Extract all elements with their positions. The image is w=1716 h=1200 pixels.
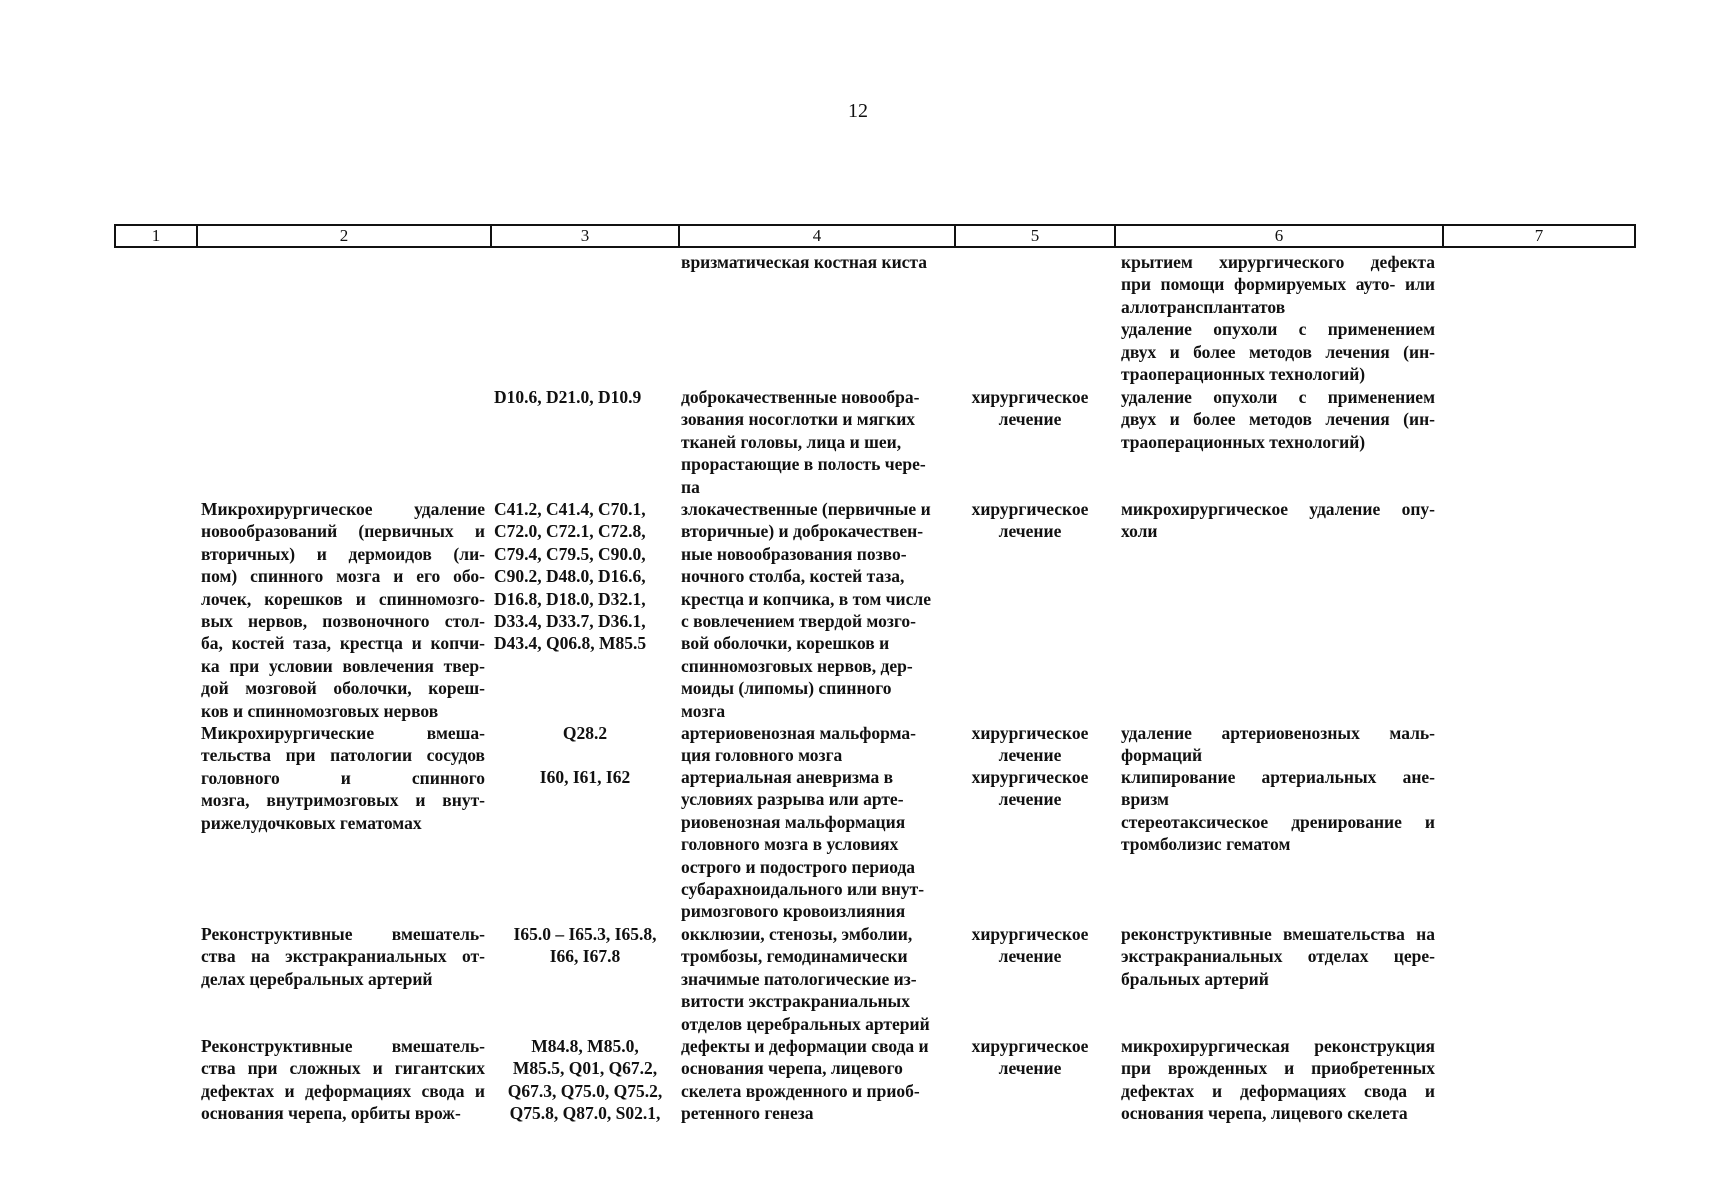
cell-text-c5 [955,923,1105,968]
text-line: злокачественные (первичные и [681,499,931,519]
cell-text-c4 [681,386,951,498]
cell-text-c5 [955,386,1105,431]
text-line: траоперационных технологий) [1121,364,1366,385]
text-line: ства при сложных и гигантских [201,1058,485,1079]
text-line: дефектах и деформациях свода и [201,1080,485,1101]
text-line: Q28.2 [562,723,608,743]
column-number: 5 [955,225,1115,247]
text-line: хирургическое [971,1036,1089,1056]
text-line: ков и спинномозговых нервов [201,700,439,721]
cell-text-c3 [494,1035,676,1125]
text-line: вторичных) и дермоидов (ли- [201,543,485,564]
text-line: лечение [998,789,1062,810]
text-line: лечение [998,946,1062,967]
text-line: D16.8, D18.0, D32.1, [494,588,646,609]
text-line: ретенного генеза [681,1103,814,1124]
text-line: основания черепа, лицевого [681,1058,903,1079]
text-line: спинномозговых нервов, дер- [681,655,913,676]
text-line: I65.0 – I65.3, I65.8, [513,924,657,944]
text-line: риовенозная мальформация [681,811,906,832]
text-line: лочек, корешков и спинномозго- [201,588,485,609]
text-line: острого и подострого периода [681,856,916,877]
cell-text-c4 [681,722,951,767]
text-line: вых нервов, позвоночного стол- [201,611,485,632]
cell-text-c2 [201,498,485,722]
cell-text-c6 [1121,251,1435,385]
text-line: I66, I67.8 [549,946,621,967]
text-line: крытием хирургического дефекта [1121,252,1435,272]
text-line: ция головного мозга [681,745,843,766]
text-line: новообразований (первичных и [201,521,485,542]
text-line: удаление опухоли с применением [1121,319,1435,340]
cell-text-c4 [681,498,951,722]
text-line: окклюзии, стенозы, эмболии, [681,924,913,944]
text-line: дефекты и деформации свода и [681,1036,929,1056]
text-line: D43.4, Q06.8, M85.5 [494,633,647,654]
text-line: пом) спинного мозга и его обо- [201,566,485,587]
cell-text-c3 [494,722,676,744]
text-line: C90.2, D48.0, D16.6, [494,566,646,587]
text-line: экстракраниальных отделах цере- [1121,946,1435,967]
text-line: хирургическое [971,767,1089,787]
cell-text-c6 [1121,923,1435,990]
text-line: тканей головы, лица и шеи, [681,431,902,452]
cell-text-c6 [1121,766,1435,856]
text-line: мозга [681,700,726,721]
text-line: лечение [998,409,1062,430]
text-line: клипирование артериальных ане- [1121,767,1435,787]
text-line: мозга, внутримозговых и внут- [201,790,485,811]
text-line: дой мозговой оболочки, кореш- [201,678,485,699]
column-number: 6 [1115,225,1443,247]
text-line: C79.4, C79.5, C90.0, [494,543,646,564]
text-line: моиды (липомы) спинного [681,678,892,699]
text-line: Микрохирургическое удаление [201,499,485,519]
text-line: ба, костей таза, крестца и копчи- [201,633,485,654]
text-line: ночного столба, костей таза, [681,566,905,587]
text-line: при врожденных и приобретенных [1121,1058,1435,1079]
text-line: тромболизис гематом [1121,834,1291,855]
text-line: микрохирургическая реконструкция [1121,1036,1435,1056]
text-line: зования носоглотки и мягких [681,409,916,430]
text-line: C41.2, C41.4, C70.1, [494,499,646,519]
column-number: 3 [491,225,679,247]
text-line: Q75.8, Q87.0, S02.1, [509,1103,661,1124]
text-line: удаление артериовенозных маль- [1121,723,1435,743]
text-line: холи [1121,521,1158,542]
text-line: D10.6, D21.0, D10.9 [494,387,642,407]
text-line: витости экстракраниальных [681,991,910,1012]
cell-text-c2 [201,923,485,990]
text-line: дефектах и деформациях свода и [1121,1080,1435,1101]
text-line: при помощи формируемых ауто- или [1121,274,1435,295]
text-line: лечение [998,521,1062,542]
text-line: хирургическое [971,924,1089,944]
cell-text-c3 [494,386,676,408]
text-line: хирургическое [971,499,1089,519]
text-line: вой оболочки, корешков и [681,633,890,654]
text-line: артериальная аневризма в [681,767,894,787]
cell-text-c4 [681,1035,951,1125]
text-line: с вовлечением твердой мозго- [681,611,916,632]
text-line: вризм [1121,789,1169,810]
text-line: двух и более методов лечения (ин- [1121,341,1435,362]
text-line: па [681,476,700,497]
cell-text-c5 [955,766,1105,811]
text-line: микрохирургическое удаление опу- [1121,499,1435,519]
text-line: реконструктивные вмешательства на [1121,924,1435,944]
text-line: условиях разрыва или арте- [681,789,904,810]
column-number: 1 [115,225,197,247]
text-line: M84.8, M85.0, [531,1036,639,1056]
text-line: стереотаксическое дренирование и [1121,811,1435,832]
text-line: C72.0, C72.1, C72.8, [494,521,646,542]
cell-text-c6 [1121,722,1435,767]
text-line: скелета врожденного и приоб- [681,1080,920,1101]
text-line: траоперационных технологий) [1121,431,1366,452]
text-line: M85.5, Q01, Q67.2, [512,1058,658,1079]
text-line: ка при условии вовлечения твер- [201,655,485,676]
text-line: вторичные) и доброкачествен- [681,521,924,542]
text-line: тромбозы, гемодинамически [681,946,908,967]
text-line: двух и более методов лечения (ин- [1121,409,1435,430]
text-line: формаций [1121,745,1203,766]
cell-text-c3 [494,923,676,968]
text-line: крестца и копчика, в том числе [681,588,931,609]
text-line: основания черепа, орбиты врож- [201,1103,461,1124]
text-line: рижелудочковых гематомах [201,812,422,833]
cell-text-c4 [681,923,951,1035]
column-number-header [114,224,1636,248]
text-line: Микрохирургические вмеша- [201,723,485,743]
text-line: артериовенозная мальформа- [681,723,916,743]
text-line: тельства при патологии сосудов [201,745,485,766]
cell-text-c4 [681,766,951,923]
text-line: лечение [998,745,1062,766]
column-number: 4 [679,225,955,247]
text-line: ства на экстракраниальных от- [201,946,485,967]
cell-text-c2 [201,1035,485,1125]
column-number: 2 [197,225,491,247]
text-line: головного мозга в условиях [681,834,899,855]
text-line: головного и спинного [201,767,485,788]
cell-text-c6 [1121,386,1435,453]
text-line: ные новообразования позво- [681,543,907,564]
text-line: основания черепа, лицевого скелета [1121,1103,1408,1124]
text-line: I60, I61, I62 [539,767,631,787]
text-line: прорастающие в полость чере- [681,454,926,475]
text-line: римозгового кровоизлияния [681,901,906,922]
cell-text-c3 [494,766,676,788]
cell-text-c6 [1121,498,1435,543]
text-line: удаление опухоли с применением [1121,387,1435,407]
text-line: хирургическое [971,723,1089,743]
text-line: Реконструктивные вмешатель- [201,924,485,944]
cell-text-c6 [1121,1035,1435,1125]
cell-text-c5 [955,498,1105,543]
cell-text-c3 [494,498,676,655]
text-line: D33.4, D33.7, D36.1, [494,611,646,632]
text-line: значимые патологические из- [681,968,917,989]
cell-text-c5 [955,1035,1105,1080]
cell-text-c5 [955,722,1105,767]
text-line: делах церебральных артерий [201,968,433,989]
cell-text-c2 [201,722,485,834]
text-line: аллотрансплантатов [1121,296,1286,317]
cell-text-c4 [681,251,951,273]
text-line: отделов церебральных артерий [681,1013,930,1034]
text-line: доброкачественные новообра- [681,387,920,407]
text-line: субарахноидального или внут- [681,879,925,900]
column-number: 7 [1443,225,1635,247]
text-line: вризматическая костная киста [681,252,927,272]
page-number: 12 [848,100,868,122]
text-line: Реконструктивные вмешатель- [201,1036,485,1056]
text-line: Q67.3, Q75.0, Q75.2, [507,1080,663,1101]
text-line: лечение [998,1058,1062,1079]
text-line: хирургическое [971,387,1089,407]
text-line: бральных артерий [1121,968,1269,989]
